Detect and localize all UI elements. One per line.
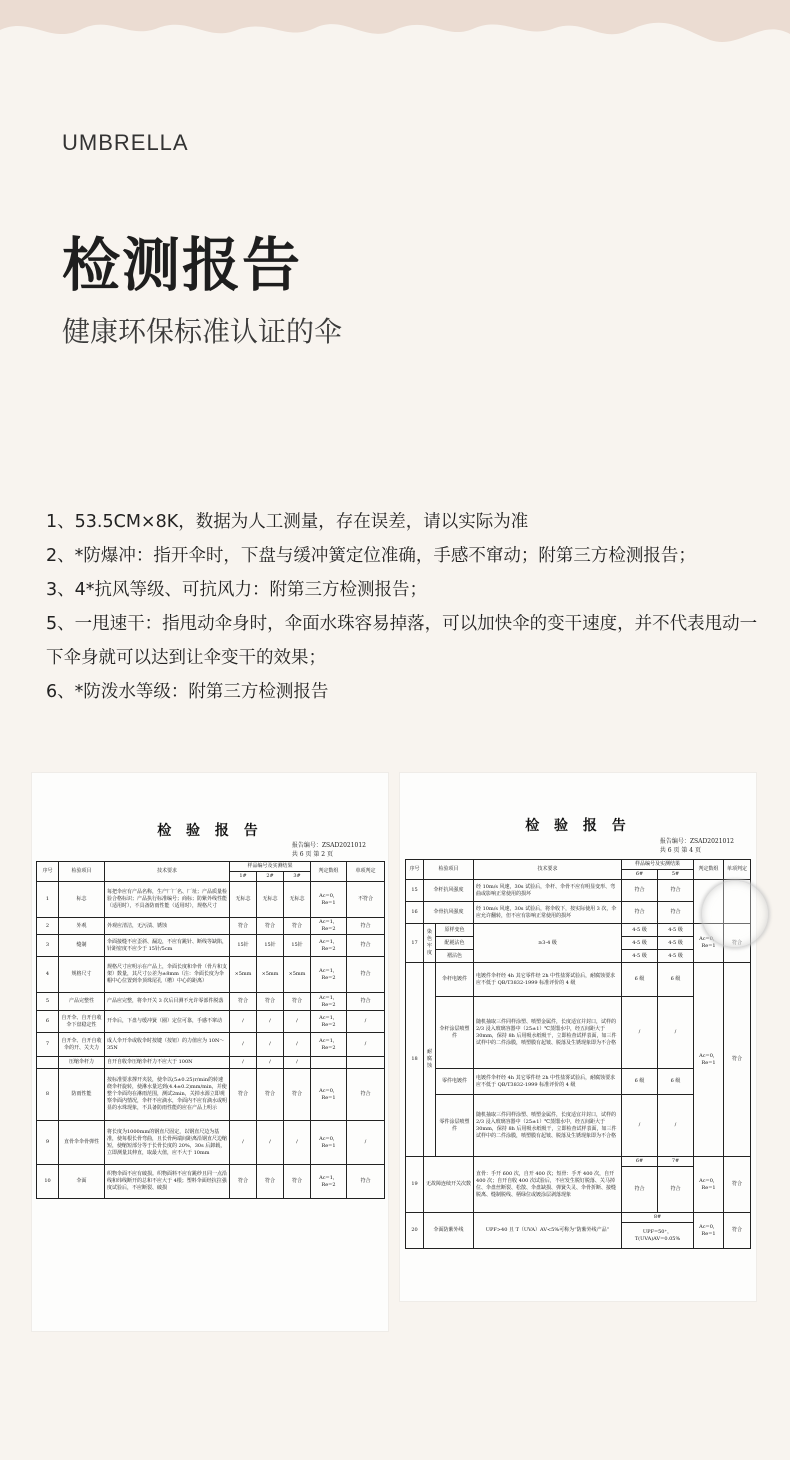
cell-criteria: Ac=0，Re=1 — [694, 963, 724, 1157]
cell-result-2: / — [257, 1011, 284, 1033]
report-page: 共 6 页 第 4 页 — [659, 847, 702, 854]
cell-req: 每把伞应有产品名称，生产厂厂名、厂址；产品质量检验合格标识；产品执行标准编号；商标；防紫外线性能（适用时），不具备防雨性能（适用时），规格尺寸 — [105, 882, 230, 918]
cell-result-1: 符合 — [622, 902, 658, 924]
cell-subitem: 伞杆电镀件 — [436, 963, 474, 997]
cell-result-1: 4-5 级 — [622, 950, 658, 963]
cell-result-3: / — [284, 1011, 311, 1033]
cell-req: 外观应清洁，无污渍、锈蚀 — [105, 918, 230, 935]
cell-result-1: 符合 — [230, 1165, 257, 1199]
inspection-report-page-4 — [400, 773, 756, 1301]
cell-result-2: / — [658, 1095, 694, 1157]
report-number: 报告编号：ZSAD2021012 — [291, 842, 366, 849]
cell-verdict: 符合 — [724, 963, 751, 1157]
cell-no: 20 — [406, 1213, 424, 1249]
page-subtitle: 健康环保标准认证的伞 — [62, 315, 343, 348]
col-s3: 3# — [284, 872, 311, 882]
cell-result-2: / — [257, 1121, 284, 1165]
cell-result-2: 符合 — [658, 1167, 694, 1213]
col-samples: 样品编号及实测结果 — [230, 862, 311, 872]
cell-result-2: 符合 — [257, 918, 284, 935]
cell-result-2: 4-5 级 — [658, 937, 694, 950]
cell-subitem: 褶沾色 — [436, 950, 474, 963]
cell-sample-no-1: 6# — [622, 1157, 658, 1167]
cell-req: 随机抽取三件同样涂塑、喷塑金属件，长度适宜并封口，试样的 2/3 浸入玻璃容器中（25±1）℃蒸馏水中，经五间距大于 30mm，保持 8h 后用吸水纸吸干，立即检查试样表面，如三件试样中的二件涂膜，喷塑膜有起皱、脱落及生锈现象即为不合格 — [474, 997, 622, 1069]
cell-verdict: 符合 — [724, 1213, 751, 1249]
table-row — [37, 1011, 385, 1033]
cell-no: 9 — [37, 1121, 59, 1165]
cell-result-2: 4-5 级 — [658, 924, 694, 937]
cell-req: UPF>40 且 T（UVA）AV<5%可称为“防紫外线产品” — [474, 1213, 622, 1249]
cell-result-1: ×5mm — [230, 957, 257, 993]
col-s1: 1# — [230, 872, 257, 882]
cell-req: 开伞后，下盘与缓冲簧（圈）定位可靠，手感不窜动 — [105, 1011, 230, 1033]
cell-verdict: 不符合 — [347, 882, 385, 918]
cell-req: 伞面接缝不应歪斜、漏边，不应有跳针、断线等缺陷，针距密度不应少于 15针/5cm — [105, 935, 230, 957]
note-2: 2、*防爆冲：指开伞时，下盘与缓冲簧定位准确，手感不窜动；附第三方检测报告； — [46, 546, 696, 566]
note-3: 3、4*抗风等级、可抗风力：附第三方检测报告； — [46, 580, 428, 600]
cell-no: 6 — [37, 1011, 59, 1033]
cell-req: 电镀件伞杆经 4h 其它零件经 2h 中性盐雾试验后，耐腐蚀要求应不低于 QB/T3832-1999 标准评价的 4 级 — [474, 1069, 622, 1095]
col-samples: 样品编号及实测结果 — [622, 860, 694, 870]
cell-result-2: 符合 — [257, 1069, 284, 1121]
cell-result-1: 符合 — [230, 918, 257, 935]
cell-result-3: 15针 — [284, 935, 311, 957]
page-title: 检测报告 — [62, 231, 303, 299]
cell-result-1: 符合 — [230, 993, 257, 1011]
cell-result-3: 符合 — [284, 1165, 311, 1199]
col-req: 技术要求 — [474, 860, 622, 880]
cell-item: 伞面 — [59, 1165, 105, 1199]
table-row — [37, 882, 385, 918]
cell-subitem: 零件电镀件 — [436, 1069, 474, 1095]
cell-item: 压缩伞杆力 — [59, 1057, 105, 1069]
cell-result-3: / — [284, 1057, 311, 1069]
cell-result-1: 符合 — [622, 880, 658, 902]
col-s1: 6# — [622, 870, 658, 880]
brand-label: UMBRELLA — [62, 130, 189, 155]
table-row — [406, 1157, 751, 1167]
report-page: 共 6 页 第 2 页 — [291, 851, 334, 858]
table-row — [406, 880, 751, 902]
cell-no: 16 — [406, 902, 424, 924]
cell-result-2: 符合 — [257, 993, 284, 1011]
cell-subitem: 伞杆涂层喷塑件 — [436, 997, 474, 1069]
cell-verdict: 符合 — [724, 1157, 751, 1213]
col-no: 序号 — [406, 860, 424, 880]
cell-criteria: Ac=0，Re=1 — [311, 882, 347, 918]
cell-result-3: 符合 — [284, 1069, 311, 1121]
cell-result-1: 4-5 级 — [622, 937, 658, 950]
cell-criteria: Ac=1，Re=2 — [311, 1165, 347, 1199]
col-crit: 判定数组 — [311, 862, 347, 882]
cell-criteria: Ac=1，Re=2 — [311, 918, 347, 935]
inspection-report-page-2 — [32, 773, 388, 1331]
cell-result-1: / — [230, 1011, 257, 1033]
cell-criteria: Ac=1，Re=2 — [311, 957, 347, 993]
cell-item: 伞骨抗风强度 — [424, 902, 474, 924]
report-table-left — [36, 861, 385, 1199]
cell-req: 经 10m/s 风速，30s 试验后，伞杆、伞骨不应有明显变形、弯曲或影响正常使用的损坏 — [474, 880, 622, 902]
cell-result-2: 符合 — [658, 880, 694, 902]
table-row — [37, 1165, 385, 1199]
cell-item: 伞杆抗风强度 — [424, 880, 474, 902]
table-row — [406, 963, 751, 997]
cell-item: 耐腐蚀 — [424, 963, 436, 1157]
cell-verdict: 符合 — [347, 957, 385, 993]
cell-no: 1 — [37, 882, 59, 918]
cell-result-1: 符合 — [230, 1069, 257, 1121]
col-no: 序号 — [37, 862, 59, 882]
cell-result-1: / — [230, 1121, 257, 1165]
cell-verdict: / — [347, 1011, 385, 1033]
cell-result-1: 无标志 — [230, 882, 257, 918]
col-item: 检验项目 — [424, 860, 474, 880]
col-item: 检验项目 — [59, 862, 105, 882]
cell-result-1: / — [622, 1095, 658, 1157]
cell-result-3: ×5mm — [284, 957, 311, 993]
cell-item: 防雨性能 — [59, 1069, 105, 1121]
cell-result-2: 4-5 级 — [658, 950, 694, 963]
cell-result-2: 6 级 — [658, 963, 694, 997]
cell-criteria: Ac=0，Re=1 — [694, 1157, 724, 1213]
cell-item: 直骨伞伞骨弹性 — [59, 1121, 105, 1165]
cell-no: 10 — [37, 1165, 59, 1199]
cell-criteria: Ac=0，Re=1 — [694, 924, 724, 963]
cell-result-1: / — [622, 997, 658, 1069]
cell-item: 自开伞、自开自收伞下盘稳定性 — [59, 1011, 105, 1033]
note-4: 5、一甩速干：指甩动伞身时，伞面水珠容易掉落，可以加快伞的变干速度，并不代表甩动一下伞身就可以达到让伞变干的效果； — [46, 614, 758, 668]
cell-req: 按标准要求撑开夹装，使伞以(5±0.25)r/min的转速绕伞杆旋转，使淋水量达到(4.4±0.2)mm/min，并使整个伞面均在淋雨范围，测试2min，关掉水源立即观察伞面内情况，伞杆不应滴水，伞面内不应有滴水或明显的水珠现象，不具备防雨性能的应在产品上明示 — [105, 1069, 230, 1121]
cell-result-1: 15针 — [230, 935, 257, 957]
cell-req: ≥3-4 级 — [474, 924, 622, 963]
report-title: 检 验 报 告 — [525, 818, 631, 834]
cell-result-3: 符合 — [284, 993, 311, 1011]
cell-result-3: 无标志 — [284, 882, 311, 918]
report-meta — [292, 841, 366, 859]
cell-criteria: Ac=1，Re=2 — [311, 1033, 347, 1057]
table-row — [37, 1069, 385, 1121]
cell-req: 随机抽取三件同样涂塑、喷塑金属件，长度适宜并封口，试样的 2/3 浸入玻璃容器中（25±1）℃蒸馏水中，经五间距大于 30mm，保持 8h 后用吸水纸吸干，立即检查试样表面，如三件试样中的二件涂膜，喷塑膜有起皱、脱落及生锈现象即为不合格 — [474, 1095, 622, 1157]
cell-sample-no-2: 7# — [658, 1157, 694, 1167]
cell-result-2: 符合 — [658, 902, 694, 924]
cell-item: 外观 — [59, 918, 105, 935]
cell-req: 直骨：手开 600 次，自开 400 次；短骨：手开 400 次，自开 400 次；自开自收 400 次试验后，不应发生脱钉脱落、关马掉位、伞盘丝断裂、松散、伞盘缺损、弹簧失灵、伞骨折断、接缝脱离、缝制脱线、柄绿位或镀涂层剥落现象 — [474, 1157, 622, 1213]
cell-result-3: / — [284, 1121, 311, 1165]
cell-verdict: 符合 — [347, 993, 385, 1011]
product-notes — [46, 505, 766, 709]
cell-result-1: 符合 — [622, 1167, 658, 1213]
cell-result-1: 4-5 级 — [622, 924, 658, 937]
cell-sample-no-1: 8# — [622, 1213, 694, 1223]
cell-result-3: 符合 — [284, 918, 311, 935]
cell-req: 产品应完整，将伞开关 3 次后目测不允许零部件脱落 — [105, 993, 230, 1011]
cell-result-3: / — [284, 1033, 311, 1057]
cell-no: 18 — [406, 963, 424, 1157]
cell-verdict: 符合 — [347, 1165, 385, 1199]
cell-criteria — [311, 1057, 347, 1069]
cell-no: 2 — [37, 918, 59, 935]
table-row — [406, 924, 751, 937]
cell-no: 17 — [406, 924, 424, 963]
cell-req: 将长度为1000mm的钢直尺固定，以钢直尺边为基准，使每根长骨弯曲，且长骨两端间距离沿钢直尺边缩短，使缩短部分等于长骨长度的 20%，30s 后卸载，立即测量其伸直，取最大值，应不大于 10mm — [105, 1121, 230, 1165]
table-row — [37, 1121, 385, 1165]
cell-result-1: / — [230, 1033, 257, 1057]
cell-verdict: / — [347, 1121, 385, 1165]
cell-no: 5 — [37, 993, 59, 1011]
cell-subitem: 配褪沾色 — [436, 937, 474, 950]
cell-verdict: / — [347, 1033, 385, 1057]
col-verdict: 单项判定 — [724, 860, 751, 880]
cell-verdict: 符合 — [347, 1069, 385, 1121]
table-row — [37, 918, 385, 935]
report-number: 报告编号：ZSAD2021012 — [659, 838, 734, 845]
cell-no: 7 — [37, 1033, 59, 1057]
cell-result-2: 6 级 — [658, 1069, 694, 1095]
table-row — [37, 935, 385, 957]
table-row — [406, 1213, 751, 1223]
cell-item: 产品完整性 — [59, 993, 105, 1011]
col-req: 技术要求 — [105, 862, 230, 882]
cell-subitem: 零件涂层喷塑件 — [436, 1095, 474, 1157]
cell-criteria: Ac=1，Re=2 — [311, 935, 347, 957]
cell-no: 15 — [406, 880, 424, 902]
table-row — [37, 957, 385, 993]
cell-verdict: 符合 — [347, 918, 385, 935]
note-1: 1、53.5CM×8K，数据为人工测量，存在误差，请以实际为准 — [46, 512, 529, 532]
cell-criteria: Ac=0，Re=1 — [694, 1213, 724, 1249]
cell-verdict — [347, 1057, 385, 1069]
cell-criteria: Ac=1，Re=2 — [311, 993, 347, 1011]
cell-result-2: ×5mm — [257, 957, 284, 993]
report-table-right — [405, 859, 751, 1249]
cell-item: 染色牢度 — [424, 924, 436, 963]
cell-req: 电镀件伞杆经 4h 其它零件经 2h 中性盐雾试验后，耐腐蚀要求应不低于 QB/T3832-1999 标准评价的 4 级 — [474, 963, 622, 997]
cell-criteria: Ac=1，Re=2 — [311, 1011, 347, 1033]
cell-no: 19 — [406, 1157, 424, 1213]
cell-result-2: / — [257, 1033, 284, 1057]
cell-result-2: 符合 — [257, 1165, 284, 1199]
table-row — [37, 1057, 385, 1069]
cell-result-2: / — [658, 997, 694, 1069]
magnifier-lens-icon — [702, 881, 768, 947]
cell-item: 规格尺寸 — [59, 957, 105, 993]
cell-item: 自开伞、自开自收伞的开、关夫力 — [59, 1033, 105, 1057]
cell-req: 经 10m/s 风速，30s 试验后，将伞收下，按实际使用 3 次，伞应允许翻转，但不应有影响正常使用的损坏 — [474, 902, 622, 924]
note-5: 6、*防泼水等级：附第三方检测报告 — [46, 682, 329, 702]
cell-req: 自开自收伞压缩伞杆力不应大于 100N — [105, 1057, 230, 1069]
cell-criteria: Ac=0，Re=1 — [311, 1121, 347, 1165]
cell-result-2: 无标志 — [257, 882, 284, 918]
cell-req: 成人伞开伞或收伞时按键（按钮）的力值应为 10N～35N — [105, 1033, 230, 1057]
col-s2: 5# — [658, 870, 694, 880]
col-verdict: 单项判定 — [347, 862, 385, 882]
report-meta — [660, 837, 734, 855]
cell-result-1: 6 级 — [622, 963, 658, 997]
cell-req: 织物伞面不应有破损。织物面料不应有跳纱且同一点沿线和纬线断开的总和不应大于 4根；塑料伞面经抗拉强度试验后，不应断裂、破损 — [105, 1165, 230, 1199]
cell-no: 4 — [37, 957, 59, 993]
cell-criteria: Ac=0，Re=1 — [311, 1069, 347, 1121]
cell-no — [37, 1057, 59, 1069]
cell-verdict: 符合 — [347, 935, 385, 957]
cell-result-2: 15针 — [257, 935, 284, 957]
cell-verdict: 符合 — [724, 924, 751, 963]
col-crit: 判定数组 — [694, 860, 724, 880]
cell-req: 规格尺寸应明示在产品上，伞面长度和伞骨（骨片和支架）数量，其尺寸公差为±8mm（注：伞面长度为伞帽中心位置到伞顶珠尾孔（槽）中心的距离） — [105, 957, 230, 993]
table-row — [37, 1033, 385, 1057]
table-row — [37, 993, 385, 1011]
cell-no: 3 — [37, 935, 59, 957]
cell-result-1: / — [230, 1057, 257, 1069]
cell-subitem: 原样变色 — [436, 924, 474, 937]
cell-result-1: UPF=50⁺，T(UVA)AV=0.05% — [622, 1223, 694, 1249]
cell-no: 8 — [37, 1069, 59, 1121]
report-title: 检 验 报 告 — [157, 823, 263, 839]
cell-item: 标志 — [59, 882, 105, 918]
cell-result-2: / — [257, 1057, 284, 1069]
cell-item: 无故障连续开关次数 — [424, 1157, 474, 1213]
cell-result-1: 6 级 — [622, 1069, 658, 1095]
cell-item: 伞面防紫外线 — [424, 1213, 474, 1249]
col-s2: 2# — [257, 872, 284, 882]
top-wave-decoration — [0, 0, 790, 60]
cell-item: 缝制 — [59, 935, 105, 957]
